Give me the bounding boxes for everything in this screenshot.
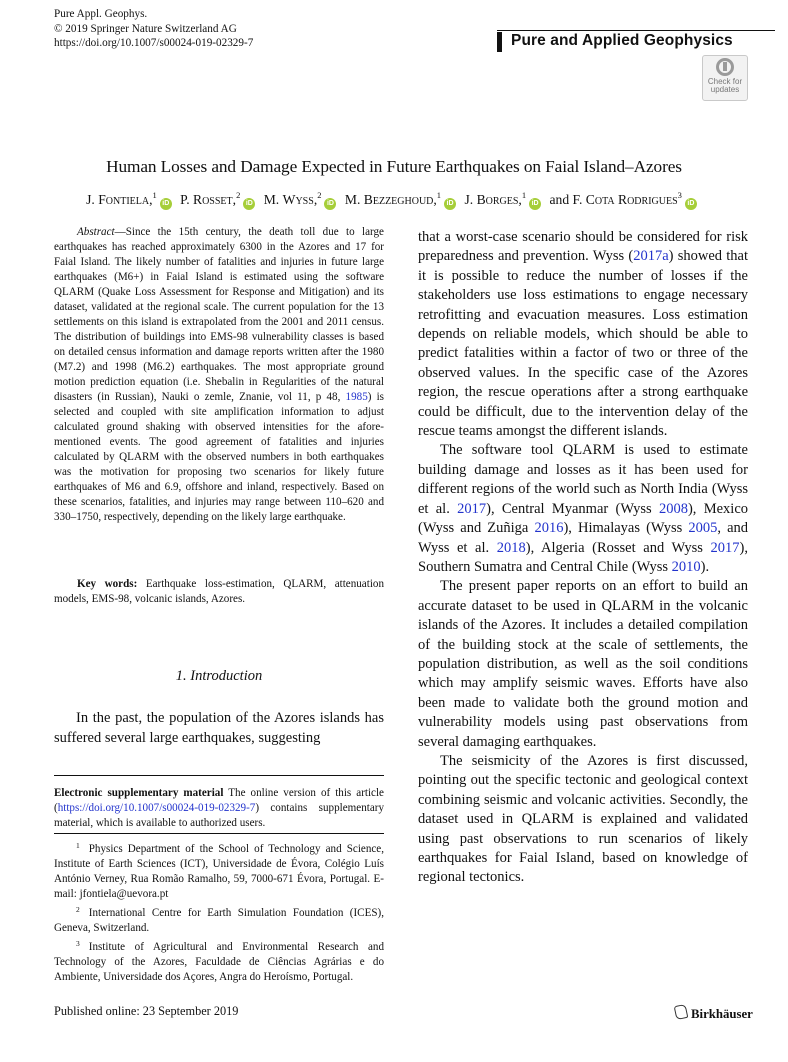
article-title: Human Losses and Damage Expected in Future Earthquakes on Faial Island–Azores [106, 157, 682, 176]
journal-banner [497, 30, 775, 53]
orcid-icon[interactable]: iD [243, 198, 255, 210]
journal-banner-bar [497, 32, 502, 52]
body-paragraph: The software tool QLARM is used to estimate building damage and losses as it has been used for different regions of the world such as North India (Wyss et al. 2017), Central Myanmar (Wyss 2008), Mexico (Wyss and Zuñiga 2016), Himalayas (Wyss 2005, and Wyss et al. 2018), Algeria (Rosset and Wyss 2017), Southern Sumatra and Central Chile (Wyss 2010). [418, 442, 749, 575]
orcid-icon[interactable]: iD [160, 198, 172, 210]
citation-link[interactable]: 1985 [345, 391, 368, 403]
citation-link[interactable]: 2018 [496, 539, 526, 556]
journal-header-info [54, 7, 253, 51]
intro-paragraph: In the past, the population of the Azores islands has suffered several large earthquakes, suggesting [54, 710, 384, 746]
citation-link[interactable]: 2017a [633, 248, 669, 265]
author: P. Rosset,$^2$ [180, 190, 241, 207]
author: J. Borges,$^1$ [464, 190, 527, 207]
check-updates-line2: updates [710, 85, 740, 94]
affiliation: $^2$ International Centre for Earth Simulation Foundation (ICES), Geneva, Switzerland. [54, 905, 384, 934]
keywords-label: Key words: [77, 578, 138, 590]
author: M. Wyss,$^2$ [263, 190, 322, 207]
citation-link[interactable]: 2017 [457, 500, 487, 517]
author: J. Fontiela,$^1$ [86, 190, 157, 207]
body-paragraph: The seismicity of the Azores is first discussed, pointing out the specific tectonic and geological context combining seismic and volcanic activities. Secondly, the dataset used in QLARM is explained and validated using past observations to run scenarios of likely earthquakes for Faial Island, based on knowledge of regional tectonics. [418, 752, 748, 886]
orcid-icon[interactable]: iD [685, 198, 697, 210]
doi-link[interactable]: https://doi.org/10.1007/s00024-019-02329-7 [54, 37, 254, 49]
journal-abbrev: Pure Appl. Geophys. [54, 8, 148, 20]
citation-link[interactable]: 2005 [688, 520, 718, 537]
published-date: Published online: 23 September 2019 [54, 1004, 239, 1018]
check-for-updates-icon [716, 58, 734, 76]
publisher-name: Birkhäuser [691, 1007, 753, 1021]
copyright: © 2019 Springer Nature Switzerland AG [54, 22, 237, 35]
journal-name: Pure and Applied Geophysics [511, 32, 733, 49]
orcid-icon[interactable]: iD [324, 198, 336, 210]
affiliation: $^1$ Physics Department of the School of Technology and Science, Institute of Earth Sciences (ICT), Universidade de Évora, Colégio Luís António Verney, Rua Romão Ramalho, 59, 7000-671 Évora, Portugal. E-mail: jfontiela@uevora.pt [54, 841, 384, 900]
affiliation-divider [54, 833, 384, 834]
citation-link[interactable]: 2010 [671, 558, 701, 575]
check-updates-line1: Check for [707, 77, 743, 86]
right-column-body [418, 228, 748, 888]
affiliations [54, 838, 384, 985]
body-paragraph: that a worst-case scenario should be considered for risk preparedness and prevention. Wyss (2017a) showed that it is possible to reduce the number of losses if the stakeholders use loss estimations to engage necessary retrofitting and evacuation measures. Loss estimation depends on reliable models, which should be able to predict fatalities within a factor of two or three of the observed values. In the specific case of the Azores region, the rescue operations after a strong earthquake could be difficult, due to the intervention delay of the rescue teams amongst the different islands. [418, 229, 749, 440]
body-paragraph: The present paper reports on an effort to build an accurate dataset to be used in QLARM in the volcanic islands of the Azores. It includes a detailed compilation of the building stock at the scale of settlements, the population distribution, as well as the soil conditions which may amplify seismic waves. Efforts have also been made to validate both the ground motion and vulnerability models using past observations from several damaging earthquakes. [418, 578, 748, 750]
supplementary-material-note: Electronic supplementary material The online version of this article (https://doi.org/10.1007/s00024-019-02329-7) contains supplementary material, which is available to authorized users. [54, 787, 384, 829]
publisher [675, 1005, 753, 1022]
keywords: Key words: Earthquake loss-estimation, QLARM, attenuation models, EMS-98, volcanic islands, Azores. [54, 578, 384, 605]
footnote-divider [54, 775, 384, 776]
birkhauser-logo-icon [674, 1004, 689, 1020]
supplementary-doi-link[interactable]: https://doi.org/10.1007/s00024-019-02329-7 [57, 802, 256, 814]
abstract-label: Abstract [77, 226, 115, 238]
author: and F. Cota Rodrigues$^3$ [549, 190, 682, 207]
author: M. Bezzeghoud,$^1$ [344, 190, 442, 207]
orcid-icon[interactable]: iD [529, 198, 541, 210]
section-heading: 1. Introduction [175, 668, 263, 684]
citation-link[interactable]: 2017 [710, 539, 740, 556]
abstract: Abstract—Since the 15th century, the death toll due to large earthquakes has reached approximately 6300 in the Azores and 17 for Faial Island. The likely number of fatalities and injuries in future large earthquakes (M6+) in Faial Island is estimated using the software QLARM (Quake Loss Assessment for Response and Mitigation) and its dataset, validated at the regional scale. The current population for the 13 settlements on this island is extrapolated from the 2001 and 2011 census. The distribution of buildings into EMS-98 vulnerability classes is based on detailed census information and damage reports written after the 1980 (M7.2) and 1998 (M6.2) earthquakes. The most appropriate ground motion prediction equation (i.e. Shebalin in Regularities of the natural disasters (in Russian), Nauki o zemle, Znanie, vol 11, p 48, 1985) is selected and coupled with site amplification information to adjust calculated ground shaking with observed intensities for the aforementioned events. The good agreement of fatalities and injuries calculated by QLARM with the observed numbers in both earthquakes was the motivation for proposing two scenarios for likely future earthquakes of M6 and 6.9, offshore and inland, respectively. Based on these scenarios, fatalities, and injuries may range between 110–620 and 330–1750, respectively, depending on the likely large earthquake. [54, 226, 384, 523]
check-for-updates-button[interactable] [702, 55, 748, 101]
author-list [0, 190, 788, 210]
citation-link[interactable]: 2016 [534, 520, 564, 537]
orcid-icon[interactable]: iD [444, 198, 456, 210]
citation-link[interactable]: 2008 [658, 500, 688, 517]
affiliation: $^3$ Institute of Agricultural and Environmental Research and Technology of the Azores, Faculdade de Ciências Agrárias e do Ambiente, Universidade dos Açores, Angra do Heroísmo, Portugal. [54, 939, 384, 983]
